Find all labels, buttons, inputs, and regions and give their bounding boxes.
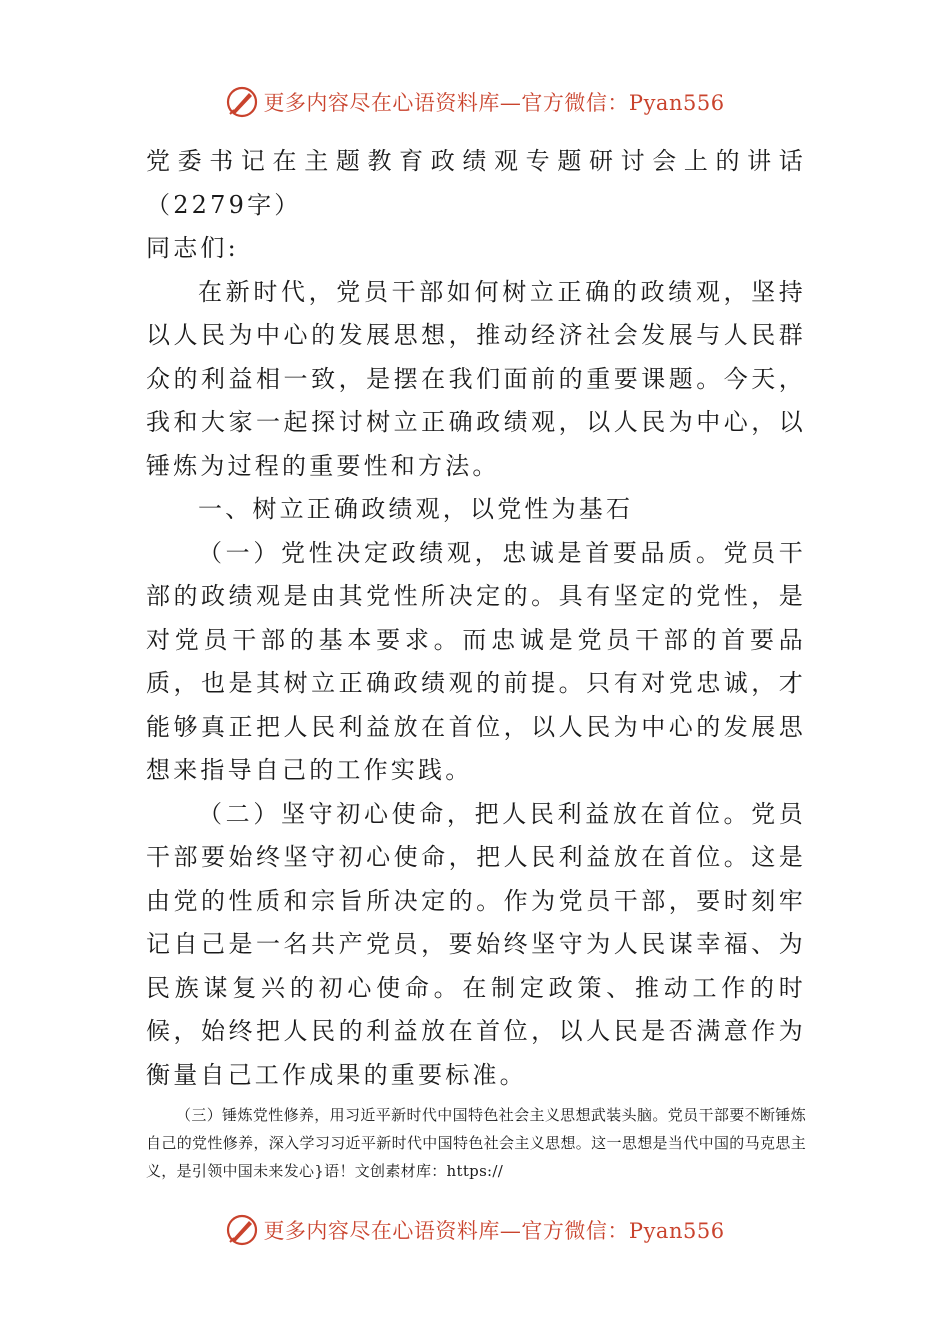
watermark-text: 更多内容尽在心语资料库—官方微信：Pyan556 [263,1219,725,1243]
document-title: 党委书记在主题教育政绩观专题研讨会上的讲话（2279字） [146,147,806,219]
section-heading: 一、树立正确政绩观，以党性为基石 [198,495,634,523]
quill-logo-icon [225,85,259,119]
watermark-banner-top [0,82,950,122]
watermark-banner-bottom [0,1210,950,1250]
salutation: 同志们: [146,234,239,262]
intro-paragraph: 在新时代，党员干部如何树立正确的政绩观，坚持以人民为中心的发展思想，推动经济社会发展与人民群众的利益相一致，是摆在我们面前的重要课题。今天，我和大家一起探讨树立正确政绩观，以人民为中心，以锤炼为过程的重要性和方法。 [146,277,806,480]
document-body [146,140,806,1185]
quill-logo-icon [225,1213,259,1247]
paragraph-2: （二）坚守初心使命，把人民利益放在首位。党员干部要始终坚守初心使命，把人民利益放在首位。这是由党的性质和宗旨所决定的。作为党员干部，要时刻牢记自己是一名共产党员，要始终坚守为人民谋幸福、为民族谋复兴的初心使命。在制定政策、推动工作的时候，始终把人民的利益放在首位，以人民是否满意作为衡量自己工作成果的重要标准。 [146,799,806,1089]
paragraph-1: （一）党性决定政绩观，忠诚是首要品质。党员干部的政绩观是由其党性所决定的。具有坚定的党性，是对党员干部的基本要求。而忠诚是党员干部的首要品质，也是其树立正确政绩观的前提。只有对党忠诚，才能够真正把人民利益放在首位，以人民为中心的发展思想来指导自己的工作实践。 [146,538,806,784]
paragraph-3: （三）锤炼党性修养，用习近平新时代中国特色社会主义思想武装头脑。党员干部要不断锤炼自己的党性修养，深入学习习近平新时代中国特色社会主义思想。这一思想是当代中国的马克思主义，是引领中国未来发心}语！文创素材库：https:// [146,1106,806,1180]
watermark-text: 更多内容尽在心语资料库—官方微信：Pyan556 [263,91,725,115]
